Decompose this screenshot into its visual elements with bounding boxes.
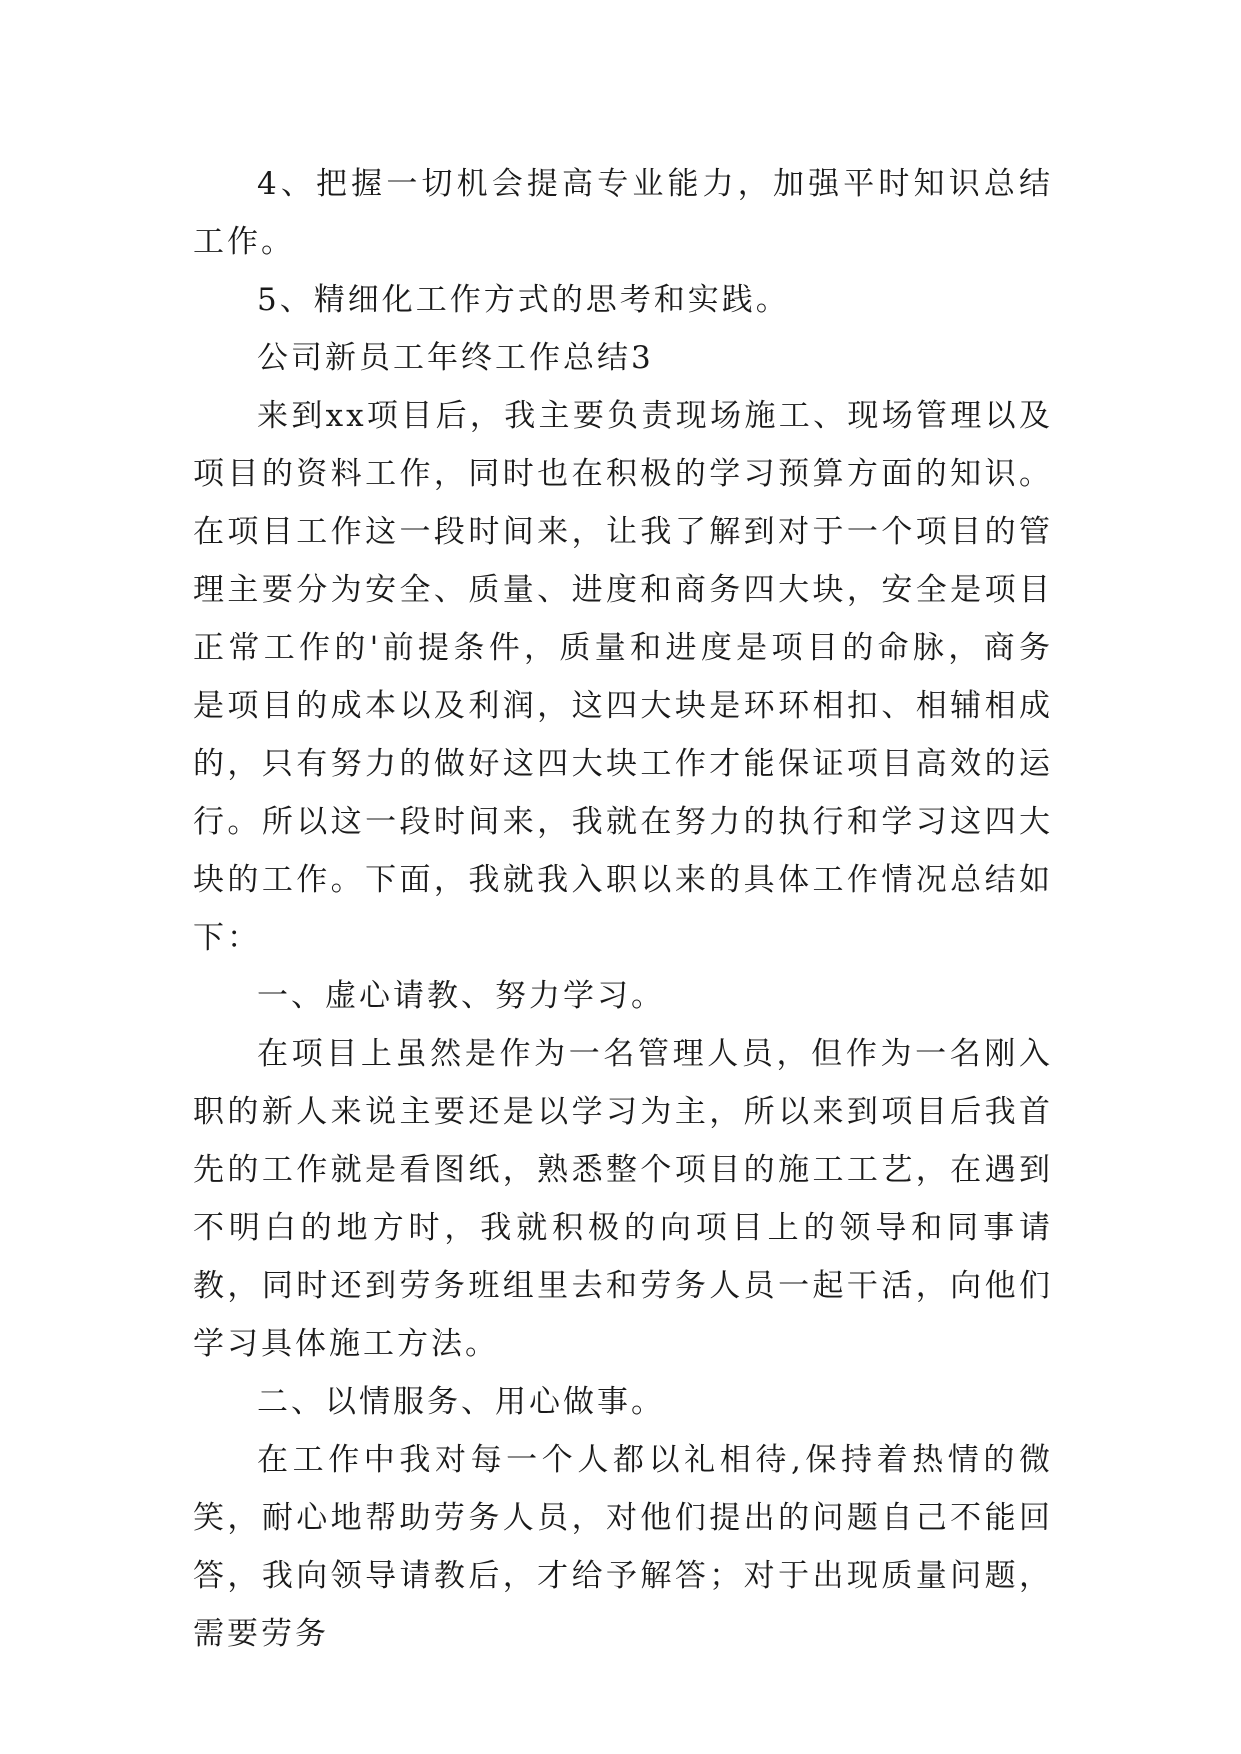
heading-two: 二、以情服务、用心做事。 — [257, 1384, 665, 1420]
section-title: 公司新员工年终工作总结3 — [257, 340, 654, 376]
document-body — [193, 155, 1053, 1663]
paragraph-item-4: 4、把握一切机会提高专业能力，加强平时知识总结工作。 — [193, 166, 1053, 260]
heading-one: 一、虚心请教、努力学习。 — [257, 978, 665, 1014]
paragraph-item-5: 5、精细化工作方式的思考和实践。 — [257, 282, 790, 318]
intro-paragraph: 来到xx项目后，我主要负责现场施工、现场管理以及项目的资料工作，同时也在积极的学习预算方面的知识。在项目工作这一段时间来，让我了解到对于一个项目的管理主要分为安全、质量、进度和商务四大块，安全是项目正常工作的'前提条件，质量和进度是项目的命脉，商务是项目的成本以及利润，这四大块是环环相扣、相辅相成的，只有努力的做好这四大块工作才能保证项目高效的运行。所以这一段时间来，我就在努力的执行和学习这四大块的工作。下面，我就我入职以来的具体工作情况总结如下： — [193, 398, 1053, 956]
paragraph-learning: 在项目上虽然是作为一名管理人员，但作为一名刚入职的新人来说主要还是以学习为主，所以来到项目后我首先的工作就是看图纸，熟悉整个项目的施工工艺，在遇到不明白的地方时，我就积极的向项目上的领导和同事请教，同时还到劳务班组里去和劳务人员一起干活，向他们学习具体施工方法。 — [193, 1036, 1053, 1362]
paragraph-service: 在工作中我对每一个人都以礼相待,保持着热情的微笑，耐心地帮助劳务人员，对他们提出的问题自己不能回答，我向领导请教后，才给予解答；对于出现质量问题，需要劳务 — [193, 1442, 1053, 1652]
